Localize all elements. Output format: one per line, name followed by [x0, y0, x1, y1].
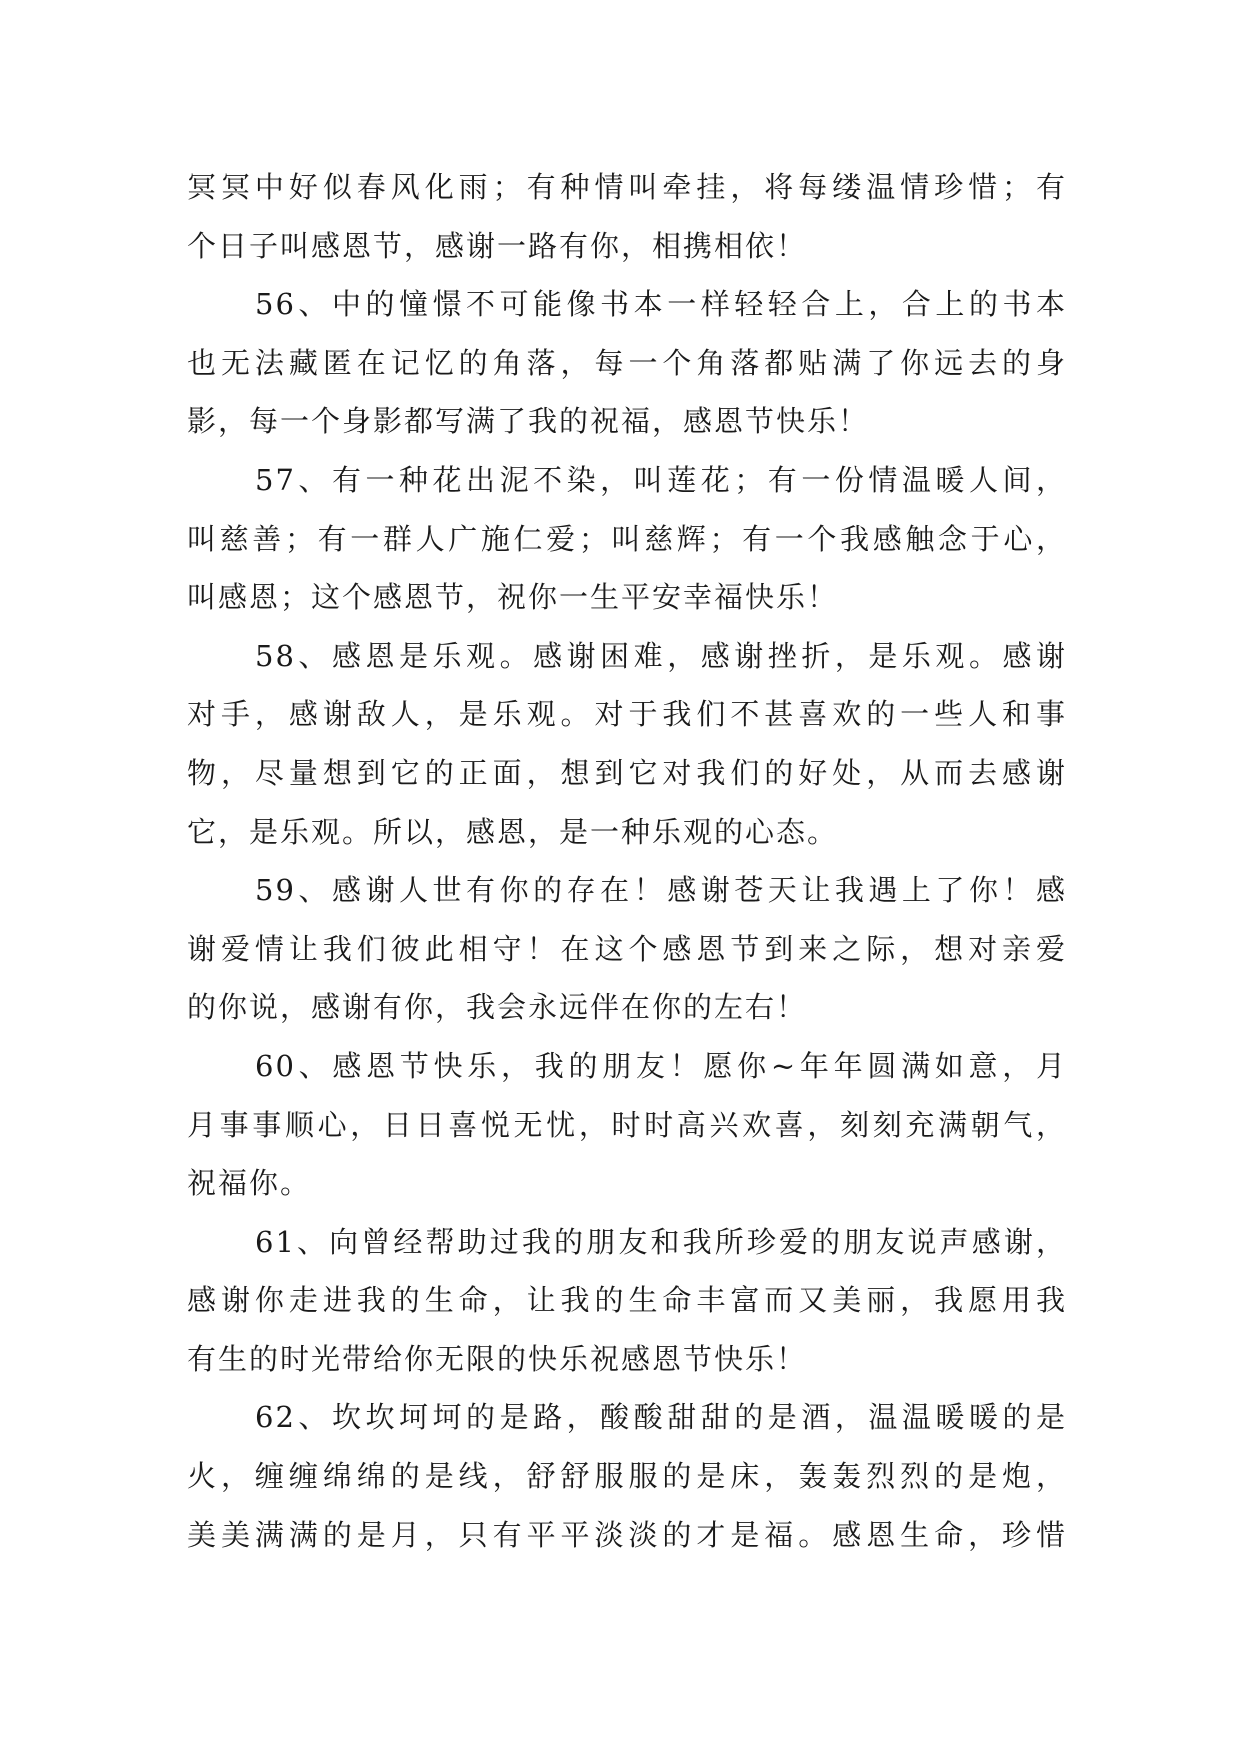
text-line: 物，尽量想到它的正面，想到它对我们的好处，从而去感谢 — [187, 755, 1067, 790]
text-line: 56、中的憧憬不可能像书本一样轻轻合上，合上的书本 — [255, 287, 1067, 322]
text-line: 它，是乐观。所以，感恩，是一种乐观的心态。 — [187, 814, 839, 849]
text-line: 影，每一个身影都写满了我的祝福，感恩节快乐！ — [187, 404, 870, 439]
text-line: 60、感恩节快乐，我的朋友！愿你~年年圆满如意，月 — [255, 1048, 1067, 1083]
text-line: 的你说，感谢有你，我会永远伴在你的左右！ — [187, 990, 808, 1025]
text-line: 有生的时光带给你无限的快乐祝感恩节快乐！ — [187, 1341, 808, 1376]
text-line: 对手，感谢敌人，是乐观。对于我们不甚喜欢的一些人和事 — [187, 697, 1067, 732]
text-line: 个日子叫感恩节，感谢一路有你，相携相依！ — [187, 228, 808, 263]
text-line: 57、有一种花出泥不染，叫莲花；有一份情温暖人间， — [255, 462, 1067, 497]
text-line: 61、向曾经帮助过我的朋友和我所珍爱的朋友说声感谢， — [255, 1224, 1067, 1259]
text-line: 叫感恩；这个感恩节，祝你一生平安幸福快乐！ — [187, 580, 839, 615]
text-line: 叫慈善；有一群人广施仁爱；叫慈辉；有一个我感触念于心， — [187, 521, 1067, 556]
text-line: 谢爱情让我们彼此相守！在这个感恩节到来之际，想对亲爱 — [187, 931, 1067, 966]
text-line: 也无法藏匿在记忆的角落，每一个角落都贴满了你远去的身 — [187, 345, 1067, 380]
text-line: 59、感谢人世有你的存在！感谢苍天让我遇上了你！感 — [255, 873, 1067, 908]
text-line: 感谢你走进我的生命，让我的生命丰富而又美丽，我愿用我 — [187, 1283, 1067, 1318]
text-line: 祝福你。 — [187, 1166, 312, 1201]
text-line: 62、坎坎坷坷的是路，酸酸甜甜的是酒，温温暖暖的是 — [255, 1400, 1067, 1435]
text-line: 58、感恩是乐观。感谢困难，感谢挫折，是乐观。感谢 — [255, 638, 1067, 673]
text-line: 火，缠缠绵绵的是线，舒舒服服的是床，轰轰烈烈的是炮， — [187, 1459, 1067, 1494]
text-line: 月事事顺心，日日喜悦无忧，时时高兴欢喜，刻刻充满朝气， — [187, 1107, 1067, 1142]
text-line: 美美满满的是月，只有平平淡淡的才是福。感恩生命，珍惜 — [187, 1517, 1067, 1552]
text-line: 冥冥中好似春风化雨；有种情叫牵挂，将每缕温情珍惜；有 — [187, 170, 1067, 204]
document-body — [187, 158, 1067, 1564]
